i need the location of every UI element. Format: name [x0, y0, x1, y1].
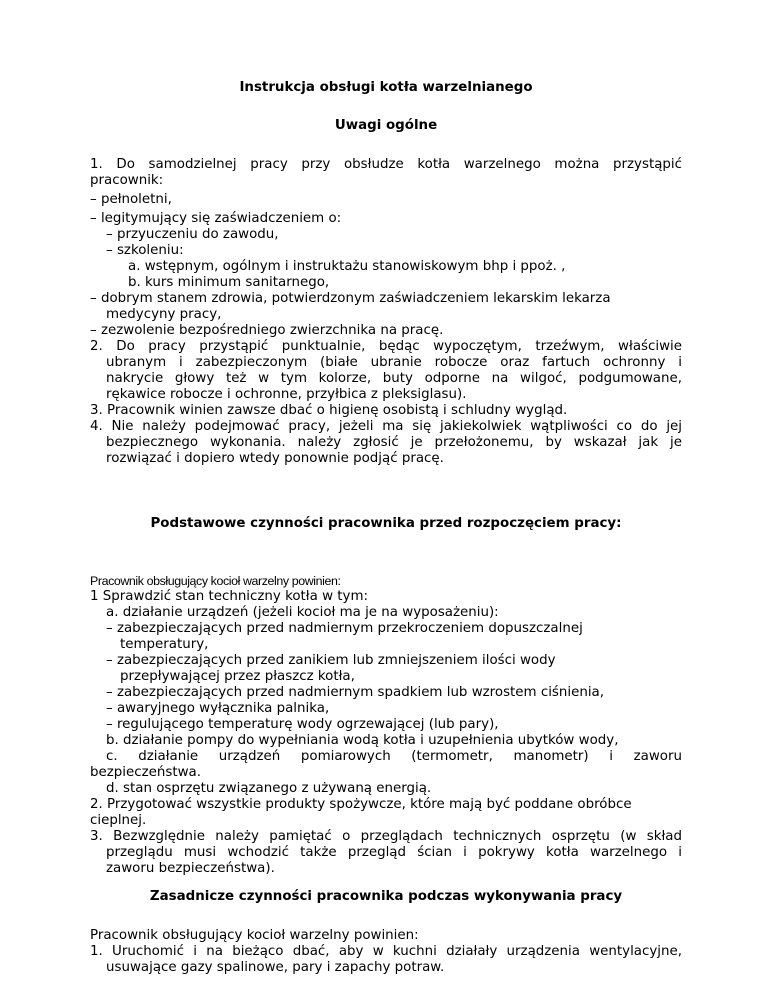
- document-page: [90, 80, 682, 976]
- text-line: medycyny pracy,: [106, 307, 222, 322]
- general-remarks: [90, 157, 682, 467]
- text-line: temperatury,: [120, 637, 209, 652]
- during-intro: Pracownik obsługujący kocioł warzelny powinien:: [90, 928, 419, 943]
- text-line: – zabezpieczających przed zanikiem lub zmniejszeniem ilości wody: [106, 653, 556, 668]
- text-line: przeglądu musi wchodzić także przegląd ścian i pokrywy kotła warzelnego i: [106, 845, 682, 860]
- text-line: – legitymujący się zaświadczeniem o:: [90, 211, 342, 226]
- text-line: 1. Uruchomić i na bieżąco dbać, aby w kuchni działały urządzenia wentylacyjne,: [90, 944, 682, 959]
- text-line: przepływającej przez płaszcz kotła,: [120, 669, 355, 684]
- text-line: d. stan osprzętu związanego z używaną energią.: [106, 781, 432, 796]
- text-line: 1 Sprawdzić stan techniczny kotła w tym:: [90, 589, 369, 604]
- text-line: – dobrym stanem zdrowia, potwierdzonym zaświadczeniem lekarskim lekarza: [90, 291, 611, 306]
- text-line: – szkoleniu:: [106, 243, 184, 258]
- text-line: 2. Przygotować wszystkie produkty spożywcze, które mają być poddane obróbce: [90, 797, 632, 812]
- text-line: 3. Pracownik winien zawsze dbać o higienę osobistą i schludny wygląd.: [90, 403, 568, 418]
- text-line: – regulującego temperaturę wody ogrzewającej (lub pary),: [106, 717, 499, 732]
- text-line: – pełnoletni,: [90, 192, 172, 207]
- text-line: bezpiecznego wykonania. należy zgłosić je przełożonemu, by wskazał jak je: [106, 435, 682, 450]
- text-line: bezpieczeństwa.: [90, 765, 201, 780]
- before-intro: Pracownik obsługujący kocioł warzelny powinien:: [90, 574, 341, 588]
- text-line: – awaryjnego wyłącznika palnika,: [106, 701, 330, 716]
- text-line: pracownik:: [90, 173, 164, 188]
- text-line: 1. Do samodzielnej pracy przy obsłudze kotła warzelnego można przystąpić: [90, 157, 682, 172]
- text-line: 2. Do pracy przystąpić punktualnie, będąc wypoczętym, trzeźwym, właściwie: [90, 339, 682, 354]
- text-line: c. działanie urządzeń pomiarowych (termometr, manometr) i zaworu: [106, 749, 682, 764]
- text-line: a. działanie urządzeń (jeżeli kocioł ma je na wyposażeniu):: [106, 605, 499, 620]
- text-line: ubranym i zabezpieczonym (białe ubranie robocze oraz fartuch ochronny i: [106, 355, 682, 370]
- text-line: – zezwolenie bezpośredniego zwierzchnika na pracę.: [90, 323, 444, 338]
- text-line: – zabezpieczających przed nadmiernym przekroczeniem dopuszczalnej: [106, 621, 583, 636]
- text-line: zaworu bezpieczeństwa).: [106, 861, 275, 876]
- document-title: Instrukcja obsługi kotła warzelnianego: [239, 80, 533, 95]
- text-line: rozwiązać i dopiero wtedy ponownie podjąć pracę.: [106, 451, 444, 466]
- text-line: usuwające gazy spalinowe, pary i zapachy potraw.: [106, 960, 445, 975]
- section-heading-before-work: Podstawowe czynności pracownika przed rozpoczęciem pracy:: [150, 516, 622, 531]
- text-line: 3. Bezwzględnie należy pamiętać o przeglądach technicznych osprzętu (w skład: [90, 829, 682, 844]
- text-line: b. działanie pompy do wypełniania wodą kotła i uzupełnienia ubytków wody,: [106, 733, 619, 748]
- text-line: a. wstępnym, ogólnym i instruktażu stanowiskowym bhp i ppoż. ,: [128, 259, 566, 274]
- during-work-list: [90, 928, 682, 976]
- text-line: rękawice robocze i ochronne, przyłbica z pleksiglasu).: [106, 387, 467, 402]
- text-line: cieplnej.: [90, 813, 147, 828]
- text-line: – przyuczeniu do zawodu,: [106, 227, 279, 242]
- text-line: nakrycie głowy też w tym kolorze, buty odporne na wilgoć, podgumowane,: [106, 371, 682, 386]
- text-line: – zabezpieczających przed nadmiernym spadkiem lub wzrostem ciśnienia,: [106, 685, 605, 700]
- before-work-list: [90, 589, 682, 877]
- section-heading-during-work: Zasadnicze czynności pracownika podczas wykonywania pracy: [149, 889, 623, 904]
- text-line: b. kurs minimum sanitarnego,: [128, 275, 330, 290]
- text-line: 4. Nie należy podejmować pracy, jeżeli ma się jakiekolwiek wątpliwości co do jej: [90, 419, 682, 434]
- section-heading-general: Uwagi ogólne: [334, 118, 438, 133]
